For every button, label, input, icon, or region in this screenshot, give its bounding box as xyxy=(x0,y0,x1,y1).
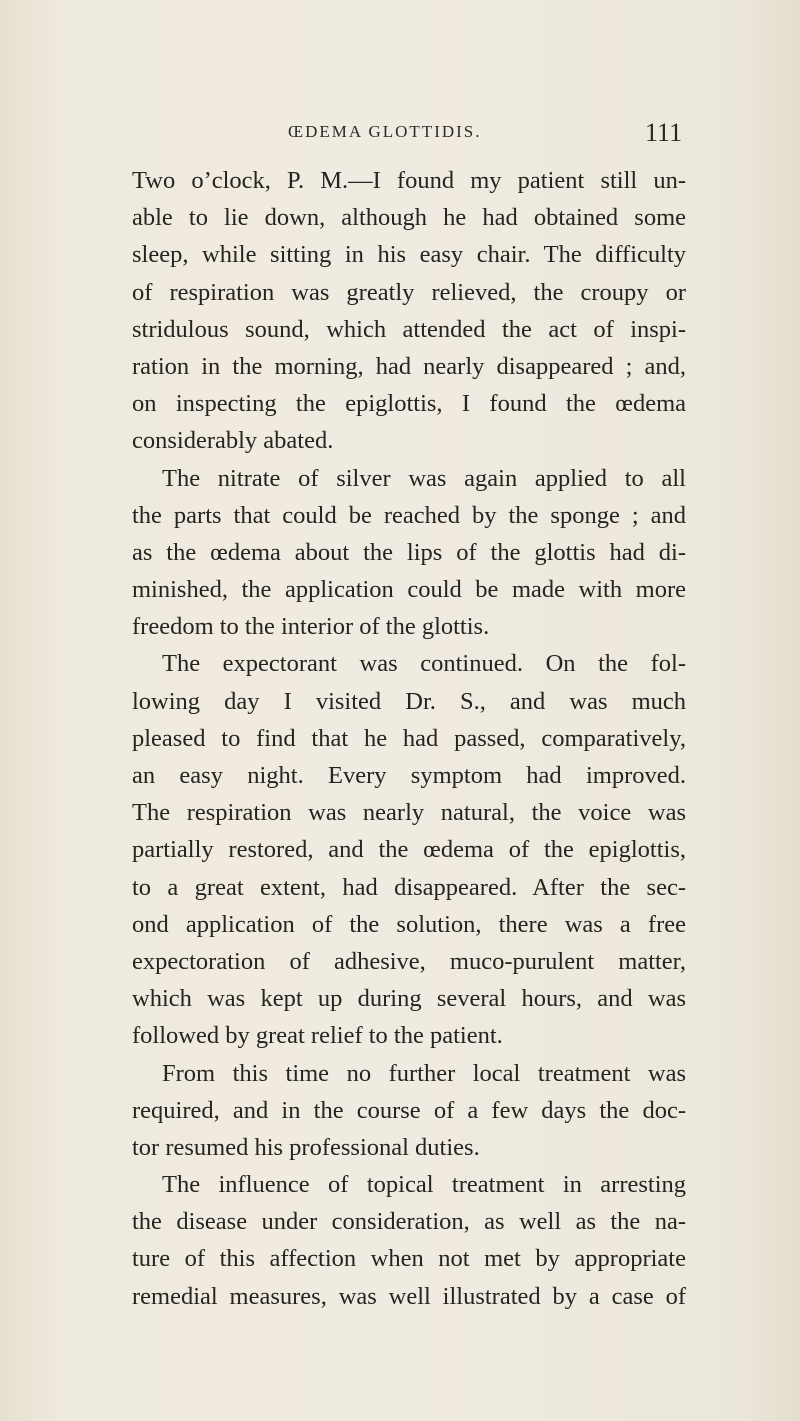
text-line: tor resumed his professional duties. xyxy=(132,1133,480,1161)
text-line: expectoration of adhesive, muco-purulent matter, xyxy=(132,947,686,975)
chapter-title: ŒDEMA GLOTTIDIS. xyxy=(288,122,482,141)
text-line: the parts that could be reached by the sponge ; and xyxy=(132,501,686,529)
text-line: remedial measures, was well illustrated by a case of xyxy=(132,1282,686,1310)
text-line: From this time no further local treatment was xyxy=(162,1059,686,1087)
text-line: sleep, while sitting in his easy chair. The difficulty xyxy=(132,241,686,269)
text-line: ond application of the solution, there was a free xyxy=(132,910,686,938)
text-line: freedom to the interior of the glottis. xyxy=(132,613,490,641)
text-line: Two o’clock, P. M.—I found my patient still un- xyxy=(132,167,686,194)
text-line: The nitrate of silver was again applied to all xyxy=(162,464,686,492)
text-line: partially restored, and the œdema of the epiglottis, xyxy=(132,836,686,864)
running-head xyxy=(0,118,800,148)
text-line: The respiration was nearly natural, the voice was xyxy=(132,799,686,827)
text-line: pleased to find that he had passed, comparatively, xyxy=(132,724,686,752)
text-line: stridulous sound, which attended the act of inspi- xyxy=(132,315,686,343)
text-line: The influence of topical treatment in arresting xyxy=(162,1171,686,1199)
text-line: The expectorant was continued. On the fol- xyxy=(162,650,686,678)
text-line: ration in the morning, had nearly disappeared ; and, xyxy=(132,352,686,380)
text-line: ture of this affection when not met by appropriate xyxy=(132,1245,686,1273)
text-line: able to lie down, although he had obtained some xyxy=(132,204,686,232)
text-line: considerably abated. xyxy=(132,427,334,455)
text-line: an easy night. Every symptom had improved. xyxy=(132,762,686,789)
text-line: to a great extent, had disappeared. After the sec- xyxy=(132,873,686,901)
page-number: 111 xyxy=(645,118,683,147)
text-line: the disease under consideration, as well as the na- xyxy=(132,1208,686,1236)
text-line: minished, the application could be made with more xyxy=(132,576,686,604)
text-line: followed by great relief to the patient. xyxy=(132,1022,503,1050)
text-line: as the œdema about the lips of the glottis had di- xyxy=(132,538,686,566)
text-line: required, and in the course of a few days the doc- xyxy=(132,1096,686,1124)
body-text xyxy=(132,162,686,1315)
text-line: on inspecting the epiglottis, I found the œdema xyxy=(132,390,686,418)
text-line: lowing day I visited Dr. S., and was much xyxy=(132,687,686,715)
text-line: of respiration was greatly relieved, the croupy or xyxy=(132,278,686,306)
text-line: which was kept up during several hours, and was xyxy=(132,985,686,1013)
